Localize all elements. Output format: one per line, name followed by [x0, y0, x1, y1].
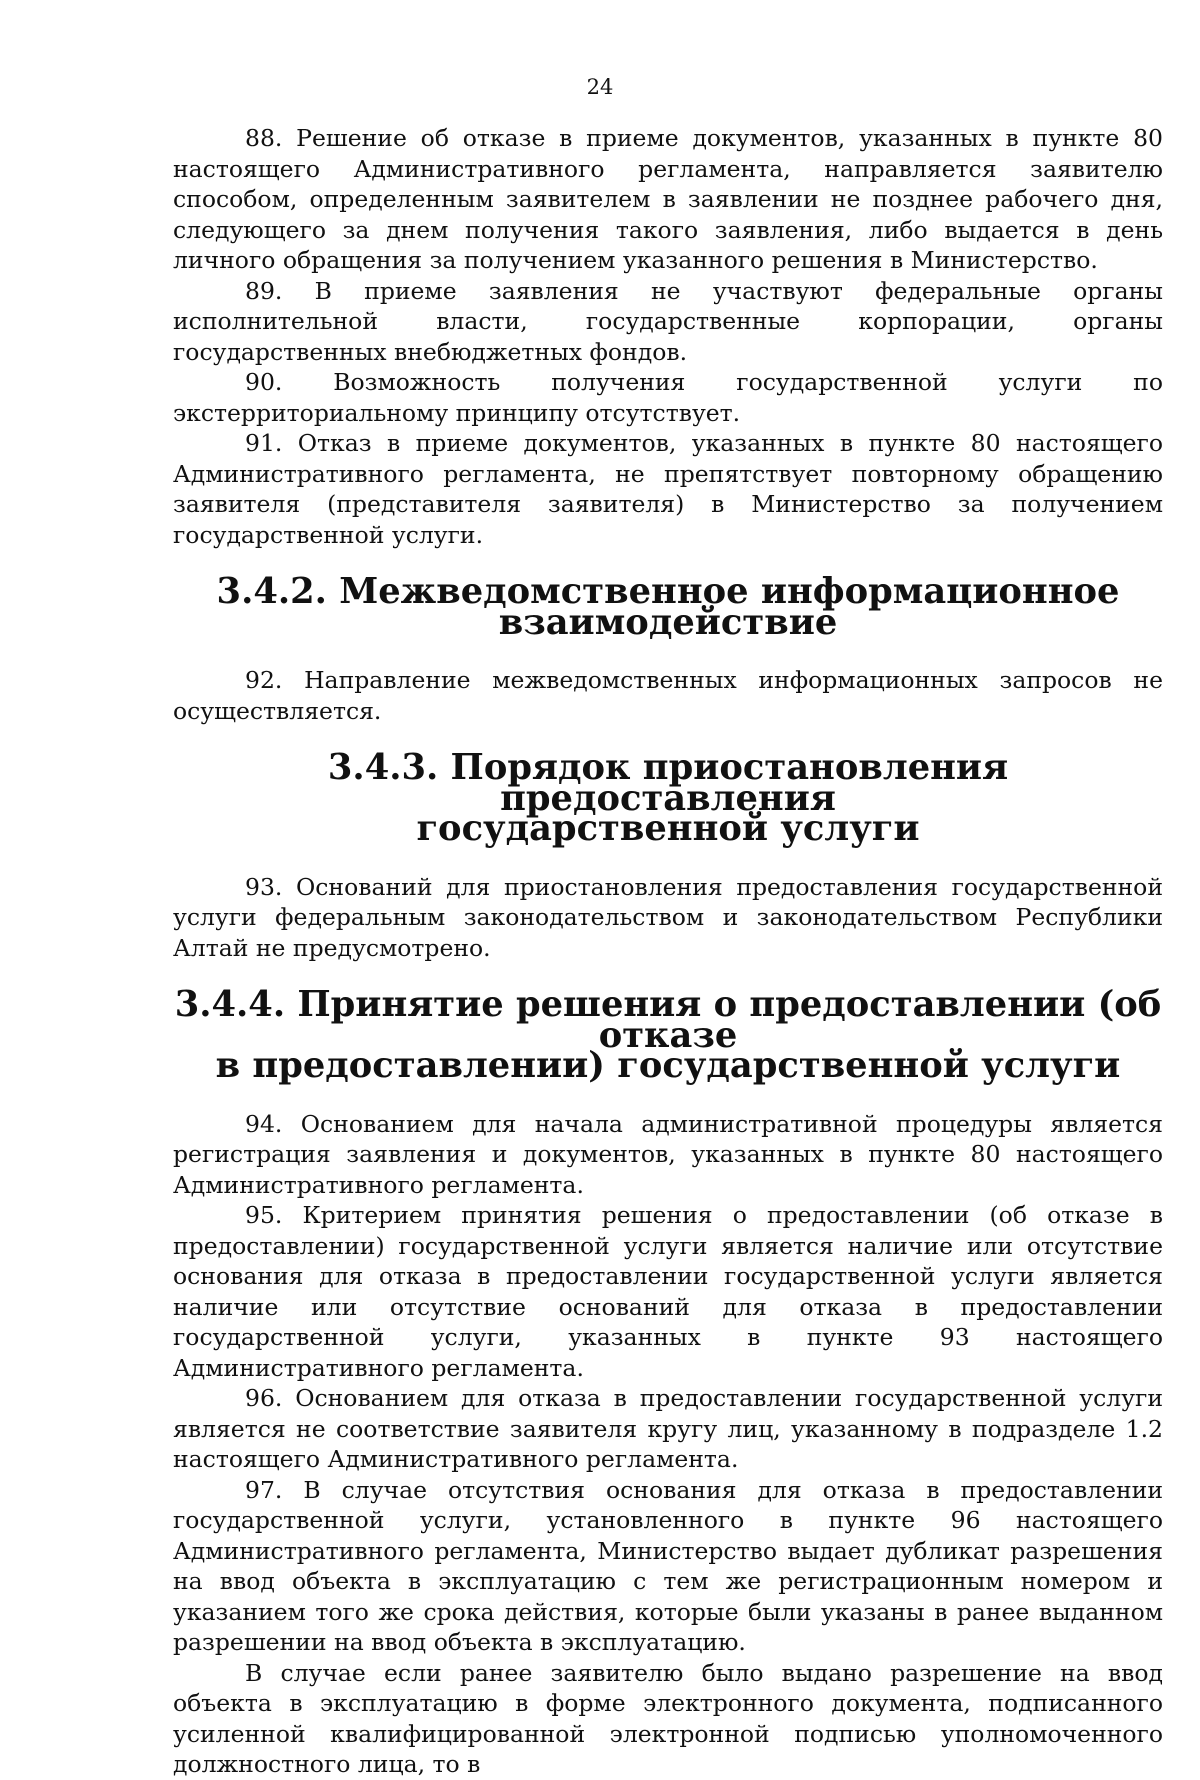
paragraph-95: 95. Критерием принятия решения о предоставлении (об отказе в предоставлении) государственной услуги является наличие или отсутствие основания для отказа в предоставлении государственной услуги является наличие или отсутствие оснований для отказа в предоставлении государственной услуги, указанных в пункте 93 настоящего Административного регламента.: [173, 1201, 1163, 1382]
paragraph-96: 96. Основанием для отказа в предоставлении государственной услуги является не соответствие заявителя кругу лиц, указанному в подразделе 1.2 настоящего Административного регламента.: [173, 1384, 1163, 1473]
paragraph-97: 97. В случае отсутствия основания для отказа в предоставлении государственной услуги, установленного в пункте 96 настоящего Административного регламента, Министерство выдает дубликат разрешения на ввод объекта в эксплуатацию с тем же регистрационным номером и указанием того же срока действия, которые были указаны в ранее выданном разрешении на ввод объекта в эксплуатацию.: [173, 1475, 1163, 1656]
page-number: 24: [586, 75, 614, 99]
section-heading-3-4-2-text: 3.4.2. Межведомственное информационное взаимодействие: [216, 571, 1120, 643]
paragraph-88: 88. Решение об отказе в приеме документов, указанных в пункте 80 настоящего Административного регламента, направляется заявителю способом, определенным заявителем в заявлении не позднее рабочего дня, следующего за днем получения такого заявления, либо выдается в день личного обращения за получением указанного решения в Министерство.: [173, 124, 1163, 274]
section-heading-3-4-4-line2: в предоставлении) государственной услуги: [215, 1045, 1121, 1086]
paragraph-94: 94. Основанием для начала административной процедуры является регистрация заявления и документов, указанных в пункте 80 настоящего Административного регламента.: [173, 1109, 1163, 1199]
paragraph-97-continuation: В случае если ранее заявителю было выдано разрешение на ввод объекта в эксплуатацию в форме электронного документа, подписанного усиленной квалифицированной электронной подписью уполномоченного должностного лица, то в: [173, 1658, 1163, 1778]
section-heading-3-4-4: [173, 984, 1163, 1086]
paragraph-92: 92. Направление межведомственных информационных запросов не осуществляется.: [173, 666, 1163, 725]
section-heading-3-4-3-line1: 3.4.3. Порядок приостановления предоставления: [327, 747, 1009, 819]
paragraph-91: 91. Отказ в приеме документов, указанных в пункте 80 настоящего Административного регламента, не препятствует повторному обращению заявителя (представителя заявителя) в Министерство за получением государственной услуги.: [173, 429, 1163, 549]
section-heading-3-4-3-line2: государственной услуги: [416, 808, 920, 849]
section-heading-3-4-2: [173, 571, 1163, 643]
document-body: [173, 123, 1163, 1780]
paragraph-90: 90. Возможность получения государственной услуги по экстерриториальному принципу отсутствует.: [173, 368, 1163, 427]
paragraph-89: 89. В приеме заявления не участвуют федеральные органы исполнительной власти, государственные корпорации, органы государственных внебюджетных фондов.: [173, 276, 1163, 366]
section-heading-3-4-4-line1: 3.4.4. Принятие решения о предоставлении (об отказе: [174, 984, 1162, 1056]
paragraph-93: 93. Оснований для приостановления предоставления государственной услуги федеральным законодательством и законодательством Республики Алтай не предусмотрено.: [173, 872, 1163, 962]
section-heading-3-4-3: [173, 747, 1163, 849]
